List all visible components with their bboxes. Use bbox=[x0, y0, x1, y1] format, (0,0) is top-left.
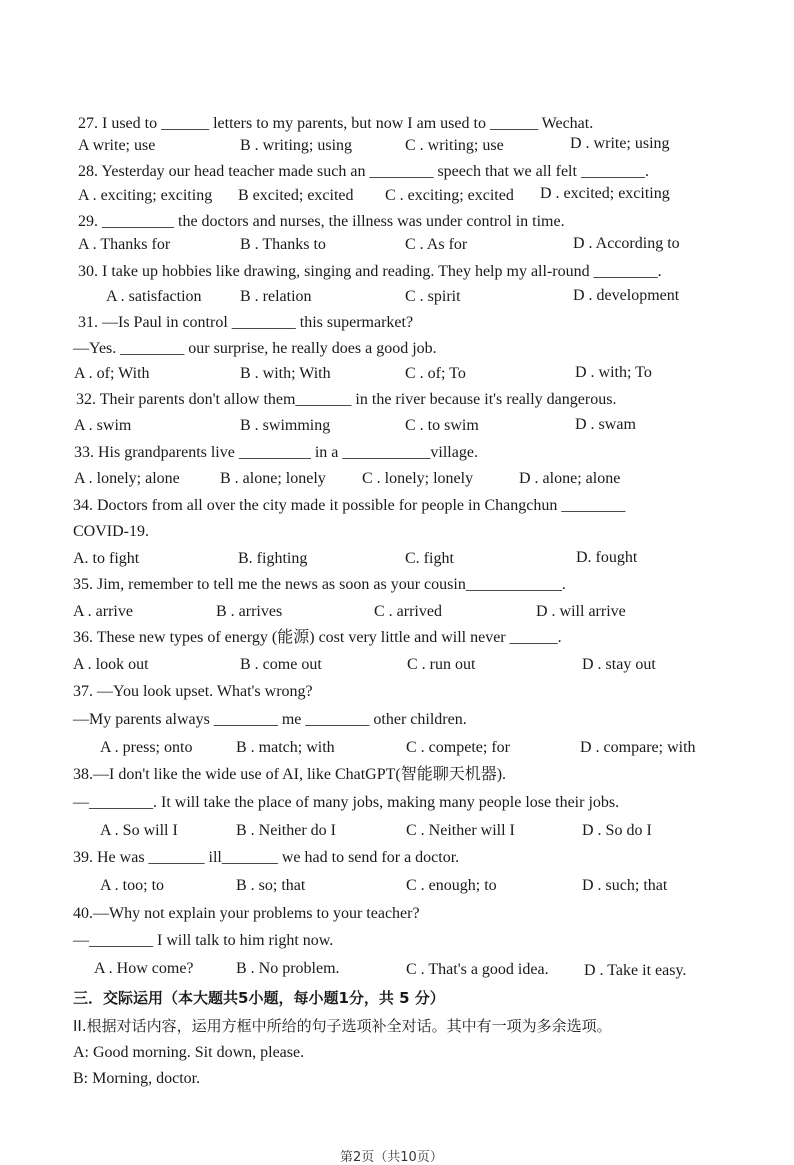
q33-option-b: B . alone; lonely bbox=[220, 470, 326, 487]
q36-option-b: B . come out bbox=[240, 656, 322, 673]
q27-option-a: A write; use bbox=[78, 137, 156, 154]
q40-option-a: A . How come? bbox=[94, 960, 194, 977]
question-39-stem: 39. He was _______ ill_______ we had to send for a doctor. bbox=[73, 849, 460, 866]
q28-option-c: C . exciting; excited bbox=[385, 187, 514, 204]
q31-option-c: C . of; To bbox=[405, 365, 466, 382]
q38-option-b: B . Neither do I bbox=[236, 822, 336, 839]
question-29-stem: 29. _________ the doctors and nurses, the illness was under control in time. bbox=[78, 213, 565, 230]
q35-option-c: C . arrived bbox=[374, 603, 442, 620]
dialogue-line-1: A: Good morning. Sit down, please. bbox=[73, 1044, 305, 1061]
q40-option-d: D . Take it easy. bbox=[584, 962, 687, 979]
q33-option-d: D . alone; alone bbox=[519, 470, 621, 487]
q38-option-a: A . So will I bbox=[100, 822, 178, 839]
q33-option-c: C . lonely; lonely bbox=[362, 470, 474, 487]
q34-option-b: B. fighting bbox=[238, 550, 308, 567]
q32-option-c: C . to swim bbox=[405, 417, 479, 434]
q31-option-a: A . of; With bbox=[74, 365, 150, 382]
q34-option-a: A. to fight bbox=[73, 550, 140, 567]
question-40-stem: 40.—Why not explain your problems to your teacher? bbox=[73, 905, 420, 922]
q36-option-c: C . run out bbox=[407, 656, 476, 673]
q29-option-a: A . Thanks for bbox=[78, 236, 171, 253]
q35-option-a: A . arrive bbox=[73, 603, 133, 620]
q29-option-c: C . As for bbox=[405, 236, 468, 253]
question-37-stem: 37. —You look upset. What's wrong? bbox=[73, 683, 313, 700]
question-31-stem: 31. —Is Paul in control ________ this supermarket? bbox=[78, 314, 414, 331]
q28-option-a: A . exciting; exciting bbox=[78, 187, 213, 204]
q32-option-a: A . swim bbox=[74, 417, 132, 434]
q40-option-b: B . No problem. bbox=[236, 960, 340, 977]
q35-option-d: D . will arrive bbox=[536, 603, 626, 620]
question-32-stem: 32. Their parents don't allow them_______ in the river because it's really dangerous. bbox=[76, 391, 617, 408]
q32-option-b: B . swimming bbox=[240, 417, 331, 434]
q30-option-a: A . satisfaction bbox=[106, 288, 202, 305]
q39-option-a: A . too; to bbox=[100, 877, 165, 894]
question-33-stem: 33. His grandparents live _________ in a ___________village. bbox=[74, 444, 478, 461]
q36-option-a: A . look out bbox=[73, 656, 149, 673]
question-38-reply: —________. It will take the place of many jobs, making many people lose their jobs. bbox=[73, 794, 620, 811]
section-instruction: II.根据对话内容，运用方框中所给的句子选项补全对话。其中有一项为多余选项。 bbox=[73, 1017, 612, 1035]
q34-option-d: D. fought bbox=[576, 549, 638, 566]
question-38-stem: 38.—I don't like the wide use of AI, like ChatGPT(智能聊天机器). bbox=[73, 766, 507, 783]
q32-option-d: D . swam bbox=[575, 416, 636, 433]
question-35-stem: 35. Jim, remember to tell me the news as soon as your cousin____________. bbox=[73, 576, 566, 593]
q29-option-d: D . According to bbox=[573, 235, 680, 252]
q31-option-b: B . with; With bbox=[240, 365, 331, 382]
q27-option-c: C . writing; use bbox=[405, 137, 504, 154]
q37-option-d: D . compare; with bbox=[580, 739, 696, 756]
q37-option-a: A . press; onto bbox=[100, 739, 193, 756]
q31-option-d: D . with; To bbox=[575, 364, 652, 381]
q28-option-d: D . excited; exciting bbox=[540, 185, 670, 202]
q35-option-b: B . arrives bbox=[216, 603, 283, 620]
section-heading: 三．交际运用（本大题共5小题，每小题1分，共 5 分） bbox=[73, 989, 445, 1007]
question-30-stem: 30. I take up hobbies like drawing, singing and reading. They help my all-round ________. bbox=[78, 263, 662, 280]
question-27-stem: 27. I used to ______ letters to my parents, but now I am used to ______ Wechat. bbox=[78, 115, 594, 132]
question-34-stem-cont: COVID-19. bbox=[73, 523, 149, 540]
q34-option-c: C. fight bbox=[405, 550, 454, 567]
q29-option-b: B . Thanks to bbox=[240, 236, 326, 253]
question-40-reply: —________ I will talk to him right now. bbox=[73, 932, 334, 949]
q39-option-d: D . such; that bbox=[582, 877, 668, 894]
question-28-stem: 28. Yesterday our head teacher made such an ________ speech that we all felt ________. bbox=[78, 163, 649, 180]
q39-option-c: C . enough; to bbox=[406, 877, 497, 894]
question-37-reply: —My parents always ________ me ________ other children. bbox=[73, 711, 467, 728]
q39-option-b: B . so; that bbox=[236, 877, 306, 894]
q27-option-b: B . writing; using bbox=[240, 137, 353, 154]
q37-option-c: C . compete; for bbox=[406, 739, 510, 756]
q33-option-a: A . lonely; alone bbox=[74, 470, 180, 487]
q40-option-c: C . That's a good idea. bbox=[406, 961, 549, 978]
dialogue-line-2: B: Morning, doctor. bbox=[73, 1070, 201, 1087]
q37-option-b: B . match; with bbox=[236, 739, 335, 756]
q36-option-d: D . stay out bbox=[582, 656, 656, 673]
page-footer: 第2页（共10页） bbox=[340, 1150, 443, 1165]
q38-option-c: C . Neither will I bbox=[406, 822, 515, 839]
question-36-stem: 36. These new types of energy (能源) cost very little and will never ______. bbox=[73, 629, 562, 646]
question-31-reply: —Yes. ________ our surprise, he really does a good job. bbox=[73, 340, 437, 357]
q38-option-d: D . So do I bbox=[582, 822, 652, 839]
q30-option-d: D . development bbox=[573, 287, 680, 304]
q30-option-c: C . spirit bbox=[405, 288, 461, 305]
q30-option-b: B . relation bbox=[240, 288, 312, 305]
q28-option-b: B excited; excited bbox=[238, 187, 354, 204]
q27-option-d: D . write; using bbox=[570, 135, 670, 152]
question-34-stem: 34. Doctors from all over the city made it possible for people in Changchun ________ bbox=[73, 497, 626, 514]
